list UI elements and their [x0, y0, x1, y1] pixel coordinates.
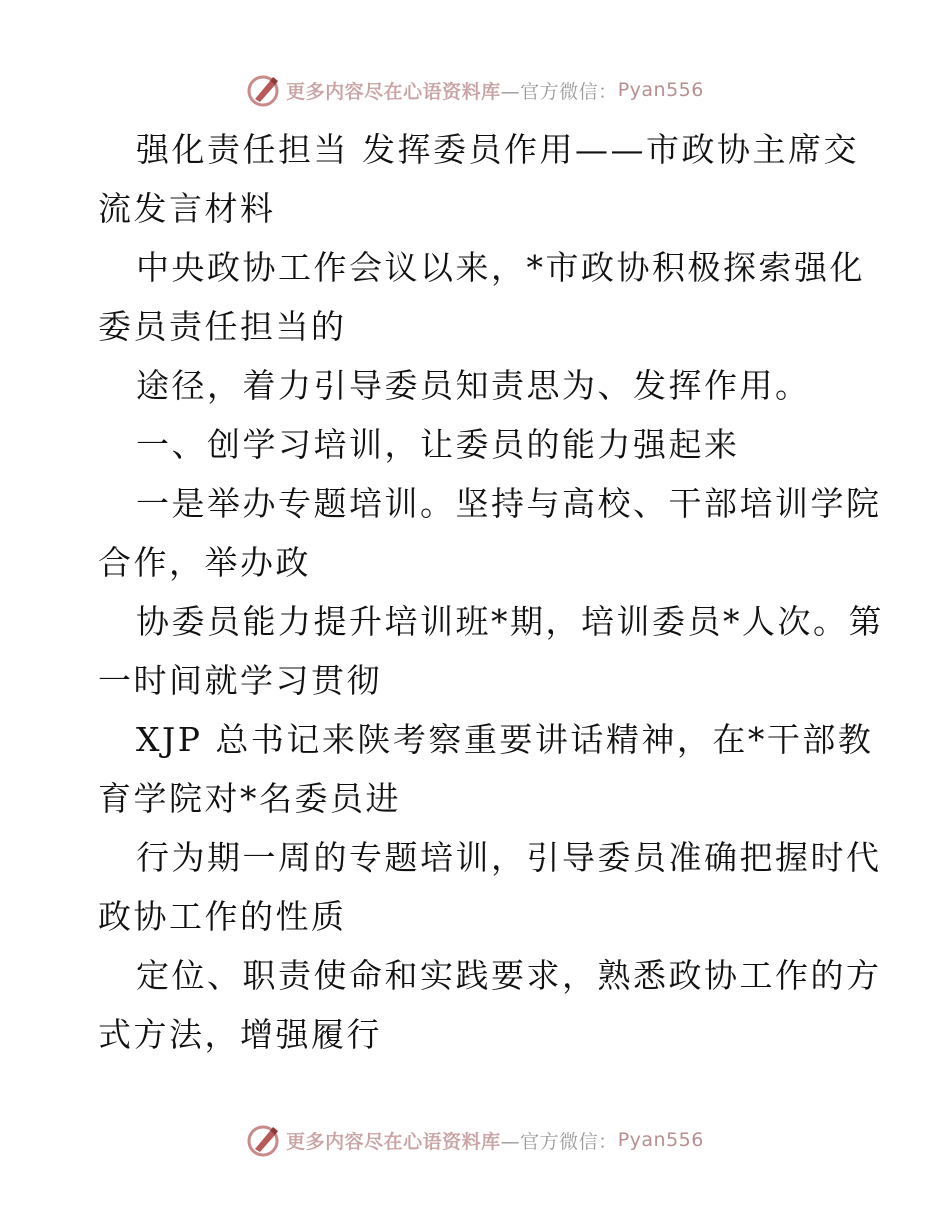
watermark-brand: 更多内容尽在心语资料库 — [286, 80, 501, 103]
document-body — [98, 120, 884, 1064]
watermark-wechat-id: Pyan556 — [617, 1129, 704, 1151]
paragraph-line: XJP 总书记来陕考察重要讲话精神，在*干部教 — [136, 720, 874, 759]
paragraph-line: 一是举办专题培训。坚持与高校、干部培训学院 — [136, 484, 882, 523]
paragraph-line: 途径，着力引导委员知责思为、发挥作用。 — [136, 366, 811, 405]
section-heading: 一、创学习培训，让委员的能力强起来 — [136, 425, 740, 464]
paragraph-line: 式方法，增强履行 — [98, 1015, 382, 1054]
paragraph-line: 行为期一周的专题培训，引导委员准确把握时代 — [136, 838, 882, 877]
paragraph-line: 定位、职责使命和实践要求，熟悉政协工作的方 — [136, 956, 882, 995]
title-line-1: 强化责任担当 发挥委员作用——市政协主席交 — [136, 130, 859, 169]
paragraph-line: 委员责任担当的 — [98, 307, 347, 346]
pen-logo-icon — [246, 72, 282, 108]
watermark-header — [0, 70, 950, 110]
paragraph-line: 中央政协工作会议以来，*市政协积极探索强化 — [136, 248, 865, 287]
watermark-official-label: —官方微信： — [500, 1130, 618, 1153]
title-line-2: 流发言材料 — [98, 189, 276, 228]
watermark-official-label: —官方微信： — [500, 80, 618, 103]
watermark-footer — [0, 1120, 950, 1160]
paragraph-line: 政协工作的性质 — [98, 897, 347, 936]
pen-logo-icon — [246, 1122, 282, 1158]
watermark-wechat-id: Pyan556 — [617, 79, 704, 101]
watermark-brand: 更多内容尽在心语资料库 — [286, 1130, 501, 1153]
paragraph-line: 育学院对*名委员进 — [98, 779, 401, 818]
paragraph-line: 协委员能力提升培训班*期，培训委员*人次。第 — [136, 602, 884, 641]
paragraph-line: 合作，举办政 — [98, 543, 311, 582]
paragraph-line: 一时间就学习贯彻 — [98, 661, 382, 700]
